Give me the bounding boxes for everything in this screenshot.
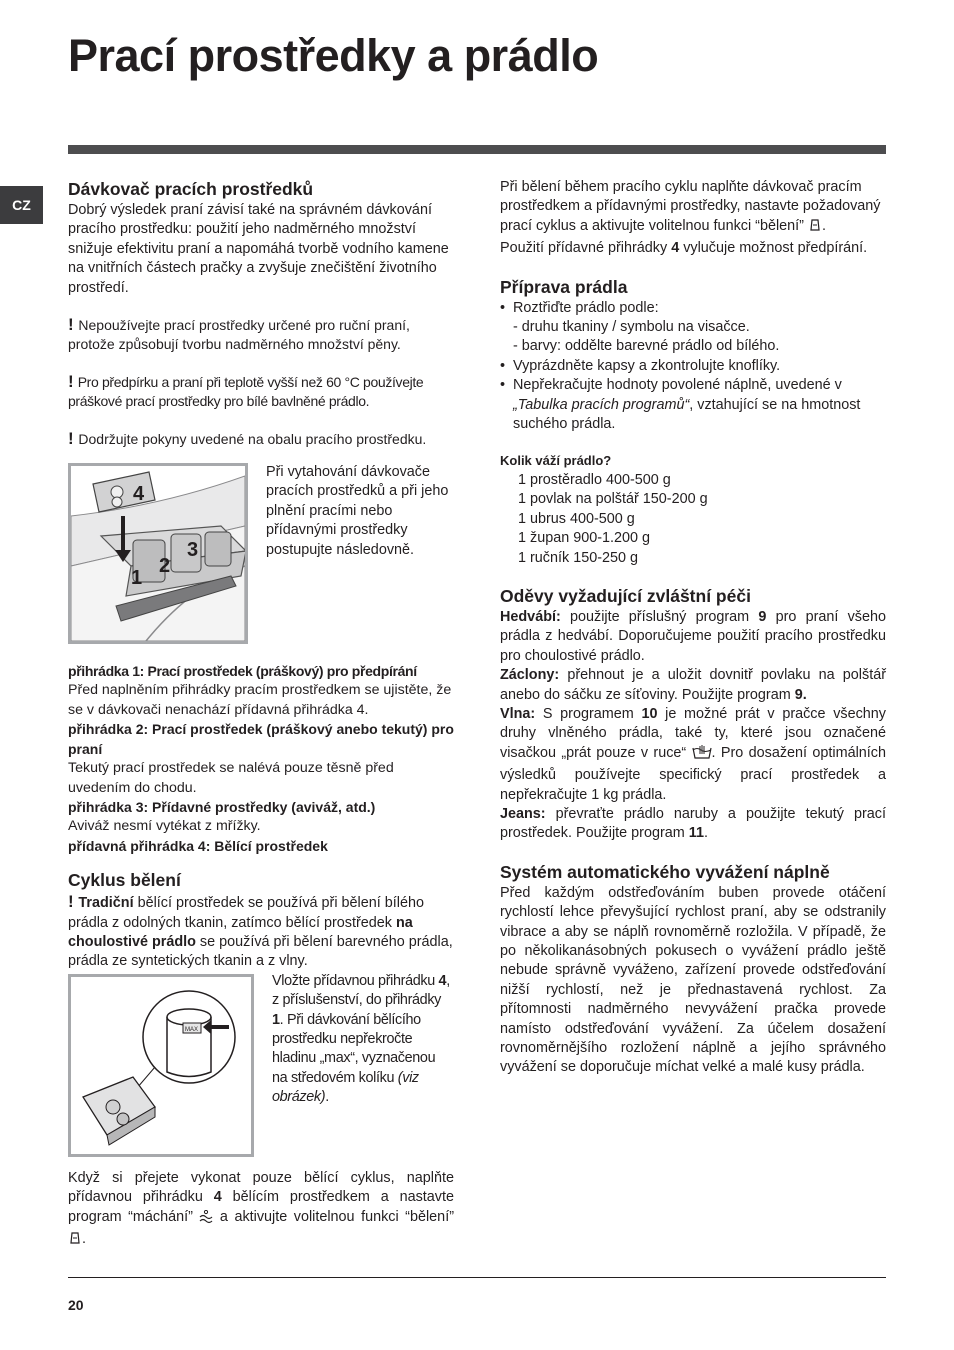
special-jeans: Jeans: převraťte prádlo naruby a použijte tekutý prací prostředek. Použijte program 11. [500, 805, 886, 842]
special-wool: Vlna: S programem 10 je možné prát v pračce všechny druhy vlněného prádla, také ty, které jsou označené visačkou „prát pouze v ruce“ . Pro dosažení optimálních výsledků používejte specifický prací prostředek a nepřekračujte 1 kg prádla. [500, 705, 886, 803]
right-column [500, 178, 886, 1078]
label-1: 1 [131, 567, 143, 590]
label-4: 4 [133, 483, 145, 506]
bleach-continued-2: Použití přídavné přihrádky 4 vylučuje možnost předpírání. [500, 240, 868, 257]
footer-divider [68, 1277, 886, 1278]
prep-list [500, 299, 886, 435]
compartment-2-title: přihrádka 2: Prací prostředek (práškový anebo tekutý) pro praní [68, 721, 454, 757]
weights-title: Kolik váží prádlo? [500, 453, 612, 469]
special-curtains: Záclony: přehnout je a uložit dovnitř povlaku na polštář anebo do sáčku ze síťoviny. Použijte program 9. [500, 667, 886, 703]
label-2: 2 [159, 555, 171, 578]
compartment-4-title: přídavná přihrádka 4: Bělící prostředek [68, 837, 328, 854]
bleach-container-illustration [68, 974, 254, 1157]
dispenser-figure-caption: Při vytahování dávkovače pracích prostředků a při jeho plnění pracími nebo přídavnými prostředky postupujte následovně. [266, 464, 449, 558]
warning-icon: ! [68, 315, 79, 335]
weights-list [500, 471, 886, 568]
max-label: MAX [185, 1026, 199, 1033]
special-silk: Hedvábí: použijte příslušný program 9 pro praní všeho prádla z hedvábí. Doporučujeme použití pracího prostředku pro choulostivé prádlo. [500, 608, 887, 664]
list-item: • Vyprázdněte kapsy a zkontrolujte knoflíky. [500, 357, 886, 376]
bleach-paragraph-1: ! Tradiční bělící prostředek se používá při bělení bílého prádla z odolných tkanin, zatímco bělící prostředek na choulostivé prádlo se používá při bělení barevného prádla, prádla ze syntetických tkanin a z vlny. [68, 892, 453, 970]
weight-item: 1 ubrus 400-500 g [518, 510, 635, 527]
weight-item: 1 prostěradlo 400-500 g [518, 471, 671, 488]
bleach-paragraph-2: Když si přejete vykonat pouze bělící cyklus, naplňte přídavnou přihrádku 4 bělícím prostředkem a nastavte program “máchání” a aktivujte volitelnou funkci “bělení” . [68, 1169, 454, 1253]
warning-package: ! Dodržujte pokyny uvedené na obalu pracího prostředku. [68, 428, 427, 448]
left-column [68, 178, 454, 1252]
dispenser-figure-row [68, 463, 454, 644]
heading-bleach: Cyklus bělení [68, 870, 181, 891]
compartment-3-text: Aviváž nesmí vytékat z mřížky. [68, 818, 261, 835]
page-number: 20 [68, 1297, 84, 1313]
dispenser-drawing [71, 466, 245, 641]
title-divider [68, 145, 886, 154]
bleach-drawing [71, 977, 251, 1154]
heading-prep: Příprava prádla [500, 276, 628, 297]
weight-item: 1 župan 900-1.200 g [518, 530, 651, 547]
bleach-figure-caption: Vložte přídavnou přihrádku 4, z příslušenství, do přihrádky 1. Při dávkování bělícího prostředku nepřekročte hladinu „max“, vyznačenou na středovém kolíku (viz obrázek). [272, 972, 450, 1106]
heading-special-care: Oděvy vyžadující zvláštní péči [500, 585, 751, 606]
warning-icon: ! [68, 371, 78, 391]
language-tab: CZ [0, 186, 43, 224]
page-title: Prací prostředky a prádlo [68, 30, 599, 81]
rinse-icon [199, 1210, 213, 1230]
dispenser-illustration [68, 463, 248, 644]
bleach-icon [808, 218, 822, 239]
warning-hand-wash: ! Nepoužívejte prací prostředky určené pro ruční praní, protože způsobují tvorbu nadměrného množství pěny. [68, 315, 410, 353]
list-item: • Nepřekračujte hodnoty povolené náplně, uvedené v „Tabulka pracích programů“, vztahující se na hmotnost suchého prádla. [500, 376, 886, 434]
dosing-intro: Dobrý výsledek praní závisí také na správném dávkování pracího prostředku: použití jeho nadměrného množství snižuje efektivitu praní a napomáhá tvorbě vodního kamene na vnitřních částech pračky a zvyšuje znečištění životního prostředí. [68, 202, 449, 296]
weight-item: 1 povlak na polštář 150-200 g [518, 491, 708, 508]
compartment-3-title: přihrádka 3: Přídavné prostředky (aviváž, atd.) [68, 798, 376, 815]
weight-item: 1 ručník 150-250 g [518, 549, 639, 566]
heading-balance: Systém automatického vyvážení náplně [500, 861, 830, 882]
warning-icon: ! [68, 428, 79, 448]
compartment-1-title: přihrádka 1: Prací prostředek (práškový) pro předpírání [68, 663, 417, 680]
compartments-list [68, 662, 454, 856]
compartment-1-text: Před naplněním přihrádky pracím prostředkem se ujistěte, že se v dávkovači nenachází přídavná přihrádka 4. [68, 682, 452, 718]
warning-icon: ! [68, 892, 79, 912]
heading-dosing: Dávkovač pracích prostředků [68, 179, 314, 199]
list-item: • Roztřiďte prádlo podle: - druhu tkaniny / symbolu na visačce. - barvy: oddělte barevné prádlo od bílého. [500, 299, 886, 357]
warning-prewash: ! Pro předpírku a praní při teplotě vyšší než 60 °C používejte práškové prací prostředky pro bílé bavlněné prádlo. [68, 371, 424, 410]
compartment-2-text: Tekutý prací prostředek se nalévá pouze těsně před uvedením do chodu. [68, 760, 394, 796]
hand-wash-icon [692, 744, 712, 766]
bleach-continued-1: Při bělení během pracího cyklu naplňte dávkovač pracím prostředkem a přídavnými prostředky, nastavte požadovaný prací cyklus a aktivujte volitelnou funkci “bělení” . [500, 178, 886, 239]
label-3: 3 [187, 539, 199, 562]
bleach-icon [68, 1231, 82, 1252]
balance-text: Před každým odstřeďováním buben provede otáčení rychlostí lehce převyšující rychlost praní, aby se odstranily vibrace a aby se náplň rovnoměrně rozložila. V případě, že po několikanásobných pokusech o vyvážení prádlo ještě nebude správně vyváženo, zařízení provede odstřeďování nižší rychlostí, než je přednastavená rychlost. Za přítomnosti nadměrného nevyvážení pračka provede namísto odstřeďování vyvážení. Za účelem dosažení rovnoměrnějšího rozložení náplně a jejího správného vyvážení se doporučuje míchat velké a malé kusy prádla. [500, 884, 886, 1076]
bleach-figure-row [68, 974, 454, 1157]
